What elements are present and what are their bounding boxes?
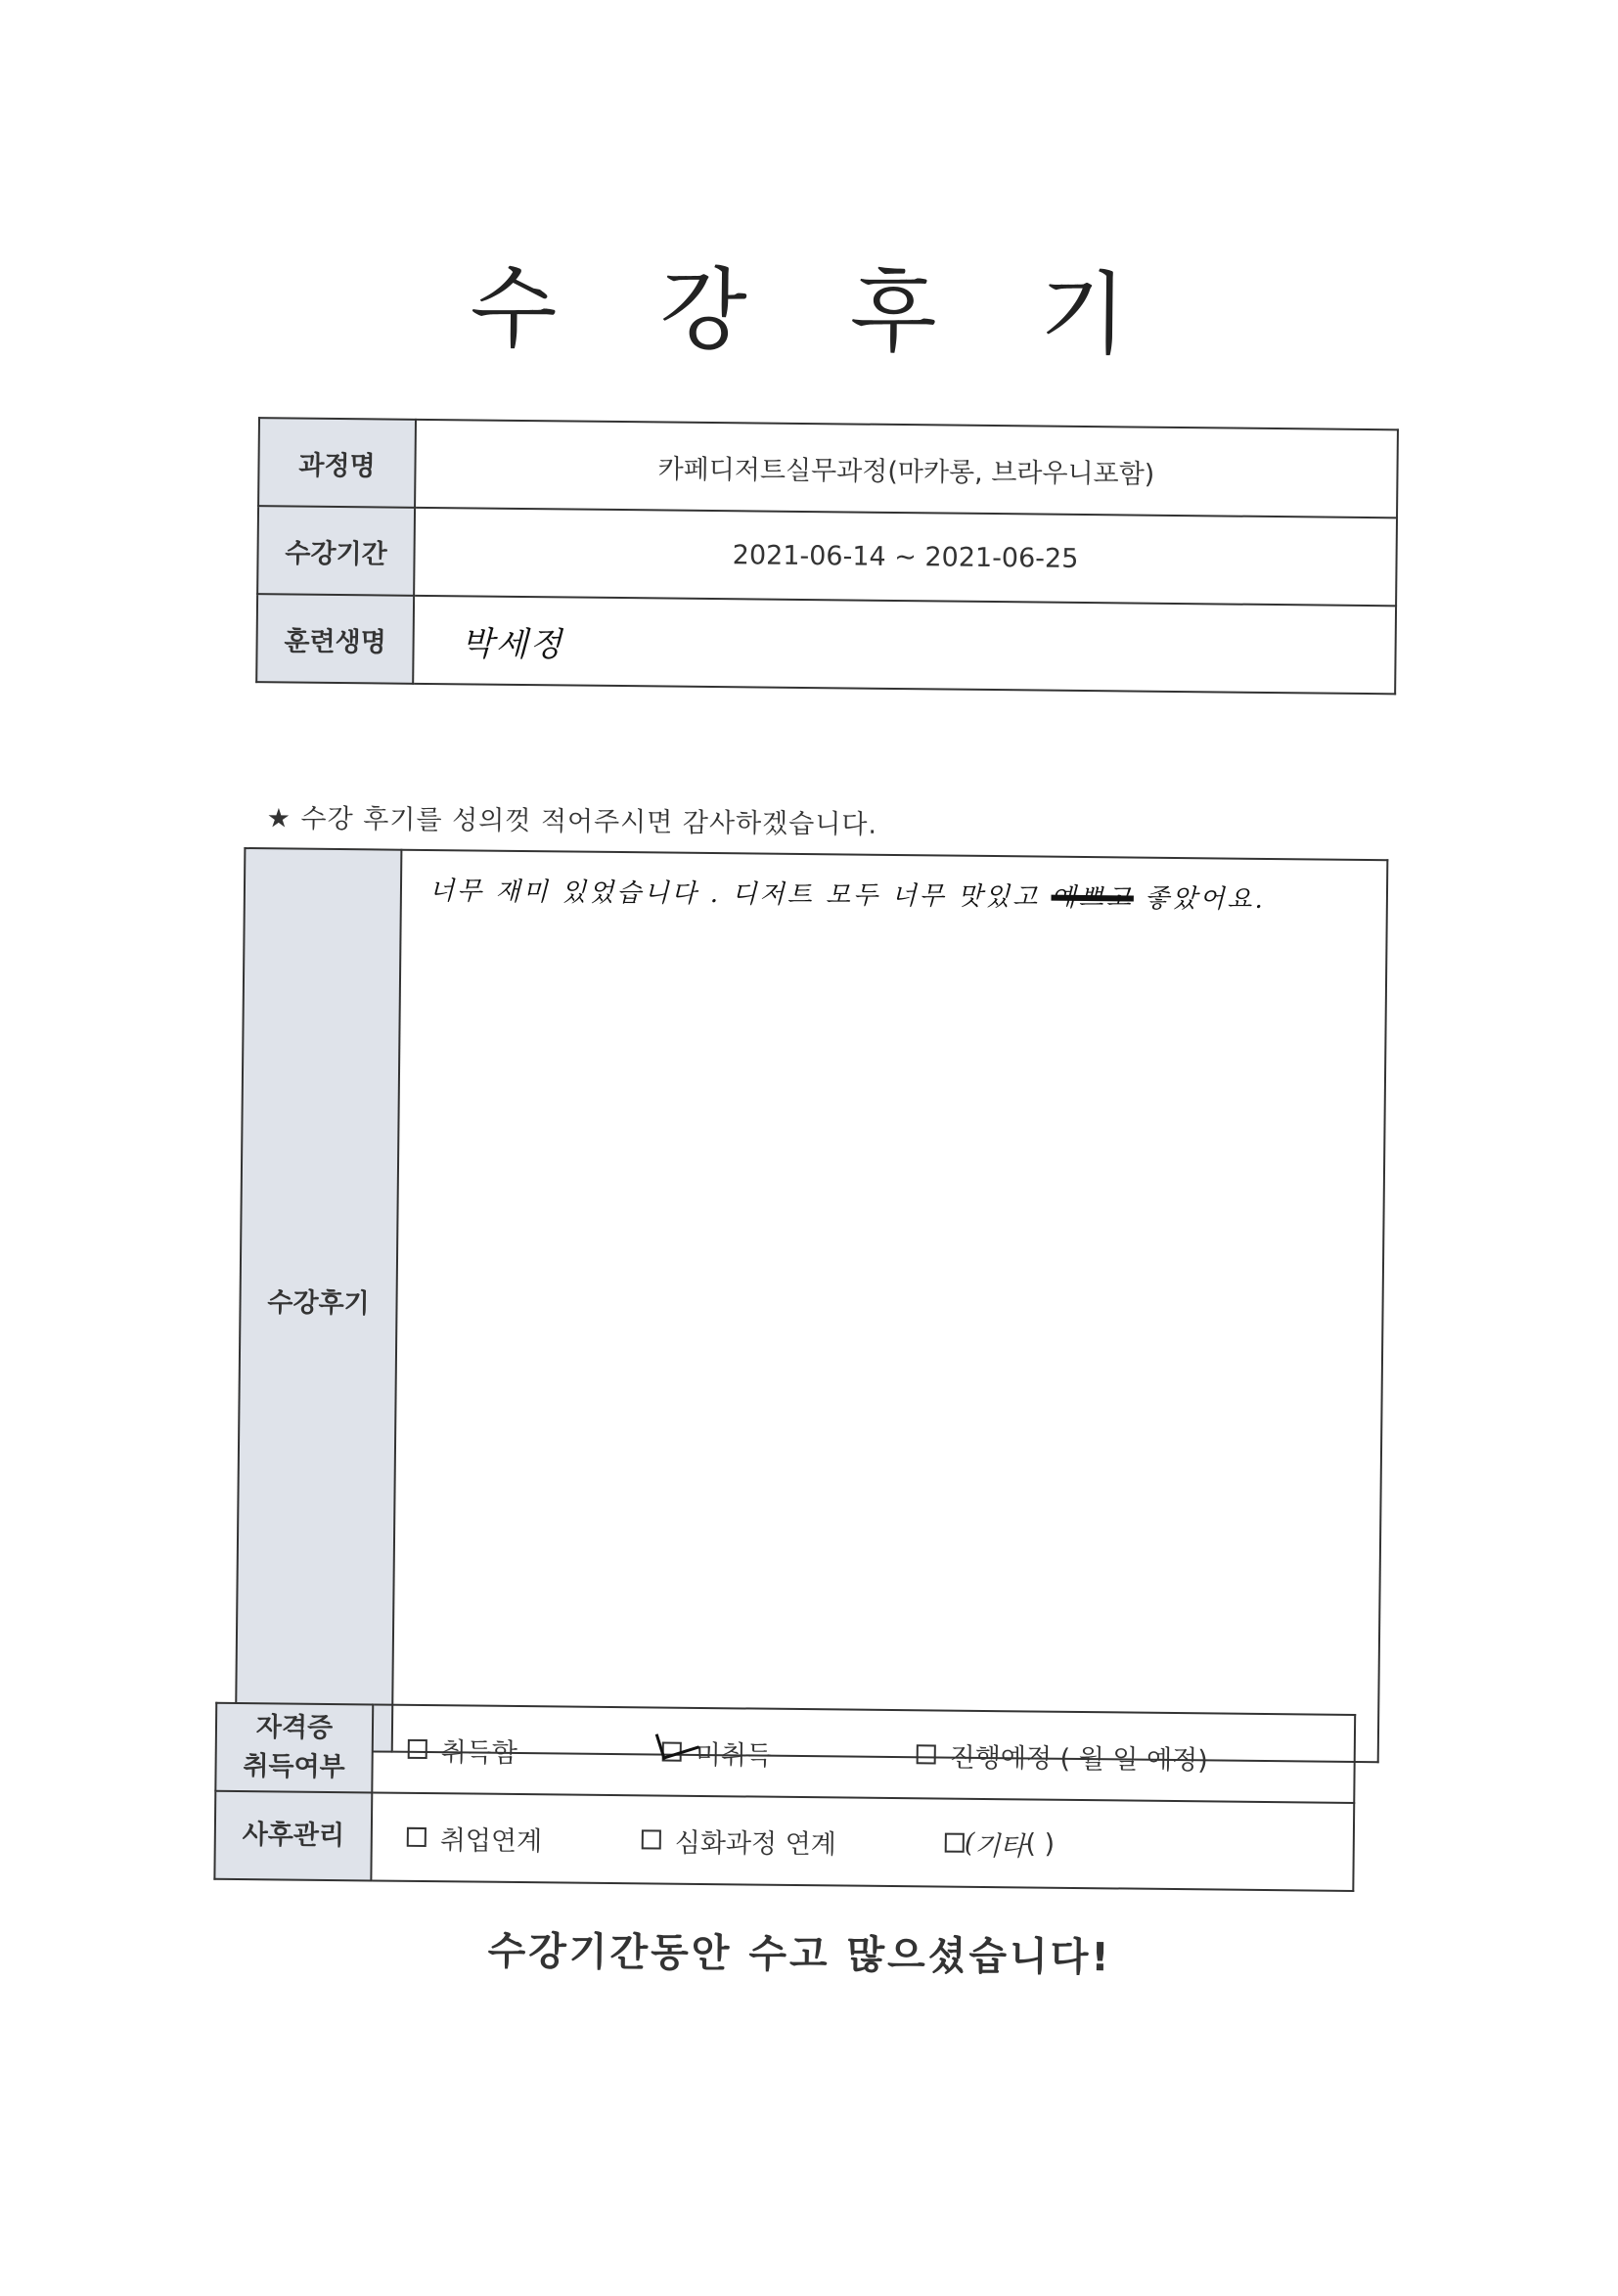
checkbox-other[interactable]	[945, 1833, 965, 1853]
certificate-label	[215, 1703, 373, 1793]
review-text-part1: 너무 재미 있었습니다 . 디저트 모두 너무 맛있고	[428, 877, 1052, 913]
trainee-label: 훈련생명	[256, 594, 414, 684]
option-acquired-label: 취득함	[440, 1736, 518, 1769]
review-row	[236, 848, 1388, 1762]
option-advanced-label: 심화과정 연계	[674, 1827, 837, 1860]
period-value: 2021-06-14 ~ 2021-06-25	[414, 508, 1397, 607]
option-acquired[interactable]	[408, 1730, 662, 1771]
certificate-label-line1: 자격증	[255, 1712, 334, 1744]
certificate-row	[215, 1703, 1355, 1803]
followup-row	[214, 1791, 1354, 1891]
closing-message: 수강기간동안 수고 많으셨습니다!	[487, 1928, 1112, 1981]
page-title: 수 강 후 기	[470, 255, 1165, 368]
checkbox-not-acquired[interactable]	[662, 1742, 682, 1762]
option-advanced[interactable]	[642, 1821, 945, 1862]
course-info-table	[255, 417, 1399, 695]
followup-options-row	[374, 1818, 1352, 1866]
trainee-row	[256, 594, 1396, 694]
review-struck-word: 예쁘고	[1051, 882, 1135, 914]
option-planned[interactable]	[917, 1735, 1208, 1777]
checkbox-job[interactable]	[407, 1827, 427, 1847]
certificate-label-line2: 취득여부	[243, 1751, 345, 1783]
checkbox-acquired[interactable]	[408, 1739, 427, 1759]
followup-options	[371, 1792, 1354, 1891]
certificate-options	[372, 1704, 1355, 1803]
course-label: 과정명	[258, 418, 416, 508]
course-row	[258, 418, 1398, 518]
option-not-acquired-label: 미취득	[695, 1739, 773, 1772]
course-value: 카페디저트실무과정(마카롱, 브라우니포함)	[415, 420, 1398, 518]
option-other[interactable]	[945, 1823, 1056, 1863]
review-label: 수강후기	[236, 848, 402, 1752]
review-text-part2: 좋았어요.	[1133, 883, 1267, 915]
option-other-prefix: (	[964, 1827, 975, 1859]
period-label: 수강기간	[257, 506, 415, 596]
option-not-acquired[interactable]	[662, 1733, 917, 1774]
option-planned-label: 진행예정 ( 월 일 예정)	[949, 1742, 1208, 1776]
status-table	[213, 1702, 1356, 1892]
period-row	[257, 506, 1397, 606]
review-text-field[interactable]	[392, 850, 1388, 1763]
option-job-label: 취업연계	[439, 1824, 543, 1857]
option-other-handwritten: 기타	[974, 1830, 1026, 1862]
certificate-options-row	[375, 1730, 1353, 1778]
option-other-blank: ( )	[1025, 1827, 1056, 1860]
review-table	[235, 847, 1389, 1763]
checkbox-advanced[interactable]	[642, 1829, 661, 1849]
trainee-name-field[interactable]	[413, 596, 1396, 695]
followup-label: 사후관리	[214, 1791, 372, 1881]
instruction-note: ★ 수강 후기를 성의껏 적어주시면 감사하겠습니다.	[266, 803, 878, 840]
option-job[interactable]	[407, 1818, 642, 1859]
checkbox-planned[interactable]	[917, 1744, 936, 1764]
trainee-name-handwritten: 박세정	[461, 623, 564, 664]
review-handwritten-text	[429, 871, 1359, 917]
